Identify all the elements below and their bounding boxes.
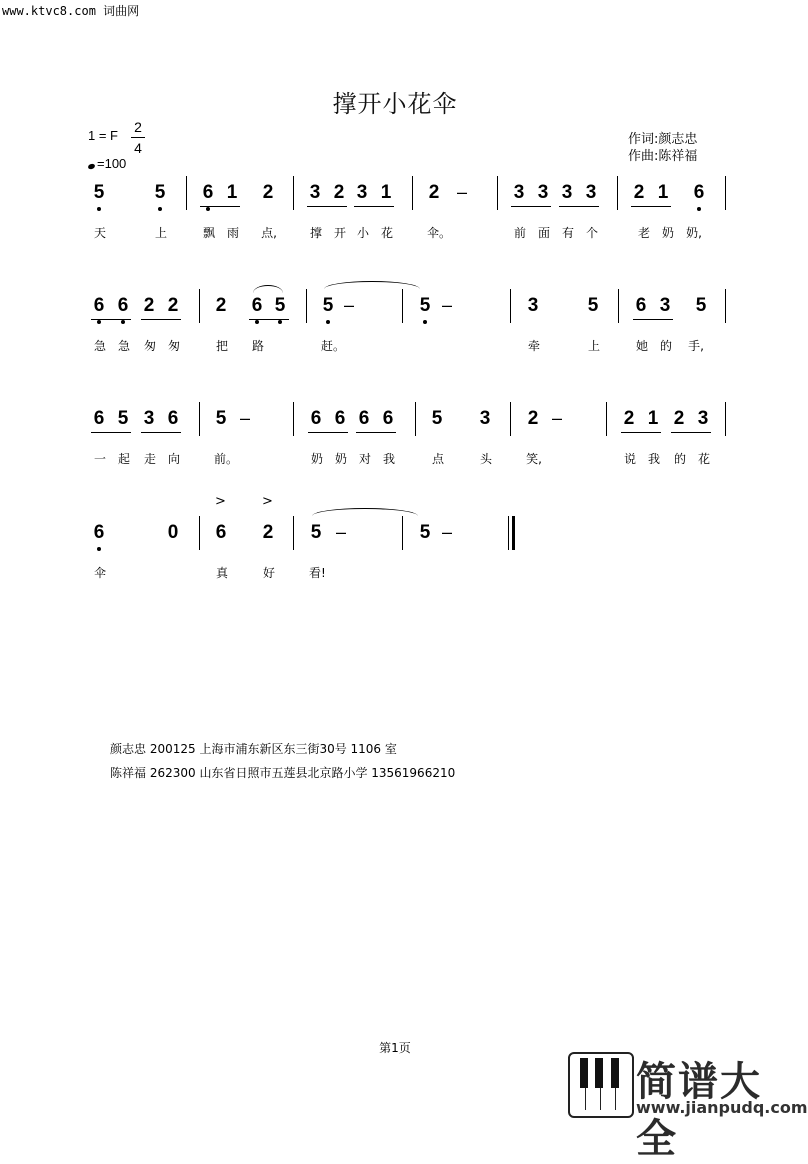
note: 5 [419,295,431,316]
note: 3 [585,182,597,203]
time-sig-bottom: 4 [134,140,142,156]
logo-text: 简谱大全 [636,1059,762,1162]
note: 3 [356,182,368,203]
lyric: 赶。 [321,339,346,353]
lyric: 伞 [93,566,106,580]
staff-system-1 [0,182,790,262]
note: 2 [262,182,274,203]
lyric: 把 [215,339,228,353]
time-signature [131,118,145,157]
note: 6 [117,295,129,316]
lyric: 走 [143,452,156,466]
lyric: 前。 [214,452,239,466]
note: 3 [513,182,525,203]
lyric: 笑, [526,452,542,466]
staff-system-2 [0,295,790,375]
note: 2 [428,182,440,203]
note: 5 [322,295,334,316]
lyric: 前 [513,226,526,240]
lyric: 小 [356,226,369,240]
lyric: 对 [358,452,371,466]
lyric: 说 [623,452,636,466]
note: 5 [695,295,707,316]
note: 2 [143,295,155,316]
note: 3 [659,295,671,316]
lyric: 开 [333,226,346,240]
note: 6 [93,408,105,429]
note: 6 [382,408,394,429]
note: 2 [215,295,227,316]
lyric: 奶 [661,226,674,240]
lyric: 奶, [686,226,702,240]
note: 5 [431,408,443,429]
lyric: 一 [93,452,106,466]
note: 6 [635,295,647,316]
lyric: 匆 [167,339,180,353]
lyric: 我 [382,452,395,466]
lyric: 牵 [527,339,540,353]
composer-credit: 作曲:陈祥福 [628,149,698,164]
lyric: 奶 [334,452,347,466]
lyric: 真 [215,566,228,580]
lyric: 撑 [309,226,322,240]
lyric: 起 [117,452,130,466]
dash: – [336,522,347,542]
note: 6 [358,408,370,429]
note: 5 [93,182,105,203]
lyricist-credit: 作词:颜志忠 [628,132,698,147]
note: 0 [167,522,179,543]
note: 5 [310,522,322,543]
note: 5 [117,408,129,429]
note: 6 [251,295,263,316]
lyric: 个 [585,226,598,240]
note: 1 [647,408,659,429]
lyric: 好 [262,566,275,580]
address-line-2: 陈祥福 262300 山东省日照市五莲县北京路小学 13561966210 [110,766,456,780]
note: 6 [167,408,179,429]
dash: – [552,408,563,428]
note: 5 [274,295,286,316]
staff-system-4 [0,494,790,602]
lyric: 急 [93,339,106,353]
piano-icon [568,1052,634,1118]
note: 2 [333,182,345,203]
note: 5 [587,295,599,316]
lyric: 上 [587,339,600,353]
dash: – [344,295,355,315]
note: 3 [309,182,321,203]
lyric: 的 [659,339,672,353]
lyric: 老 [637,226,650,240]
lyric: 路 [251,339,264,353]
note: 5 [215,408,227,429]
lyric: 奶 [310,452,323,466]
note: 3 [143,408,155,429]
lyric: 我 [647,452,660,466]
lyric: 上 [154,226,167,240]
note: 1 [657,182,669,203]
note: 6 [93,522,105,543]
tempo-marking [88,156,126,171]
lyric: 点 [431,452,444,466]
note: 6 [215,522,227,543]
page-number: 第1页 [379,1041,411,1055]
site-header: www.ktvc8.com 词曲网 [2,4,140,18]
note: 2 [633,182,645,203]
lyric: 飘 [202,226,215,240]
dash: – [442,295,453,315]
note: 3 [697,408,709,429]
note: 2 [527,408,539,429]
note: 6 [310,408,322,429]
note: 1 [380,182,392,203]
lyric: 向 [167,452,180,466]
note: 2 [167,295,179,316]
lyric: 雨 [226,226,239,240]
time-sig-top: 2 [134,119,142,135]
dash: – [442,522,453,542]
note: 2 [623,408,635,429]
lyric: 花 [380,226,393,240]
lyric: 伞。 [427,226,452,240]
page-title: 撑开小花伞 [332,90,458,118]
accent-mark: > [215,494,226,509]
note: 6 [93,295,105,316]
note: 6 [693,182,705,203]
lyric: 面 [537,226,550,240]
note: 3 [527,295,539,316]
lyric: 手, [688,339,704,353]
note: 3 [479,408,491,429]
lyric: 看! [309,566,326,580]
note: 3 [537,182,549,203]
address-line-1: 颜志忠 200125 上海市浦东新区东三街30号 1106 室 [110,742,397,756]
note: 6 [334,408,346,429]
jianpu-logo[interactable] [568,1052,808,1162]
lyric: 匆 [143,339,156,353]
tempo-value: =100 [97,156,127,171]
lyric: 点, [261,226,277,240]
note: 1 [226,182,238,203]
staff-system-3 [0,408,790,488]
lyric: 有 [561,226,574,240]
lyric: 天 [93,226,106,240]
quarter-note-icon [87,163,95,170]
note: 5 [154,182,166,203]
note: 3 [561,182,573,203]
note: 5 [419,522,431,543]
key-signature: 1 = F [88,128,118,143]
lyric: 的 [673,452,686,466]
note: 2 [262,522,274,543]
note: 6 [202,182,214,203]
lyric: 急 [117,339,130,353]
logo-url: www.jianpudq.com [636,1098,808,1117]
dash: – [457,182,468,202]
dash: – [240,408,251,428]
lyric: 头 [479,452,492,466]
accent-mark: > [262,494,273,509]
lyric: 花 [697,452,710,466]
note: 2 [673,408,685,429]
lyric: 她 [635,339,648,353]
